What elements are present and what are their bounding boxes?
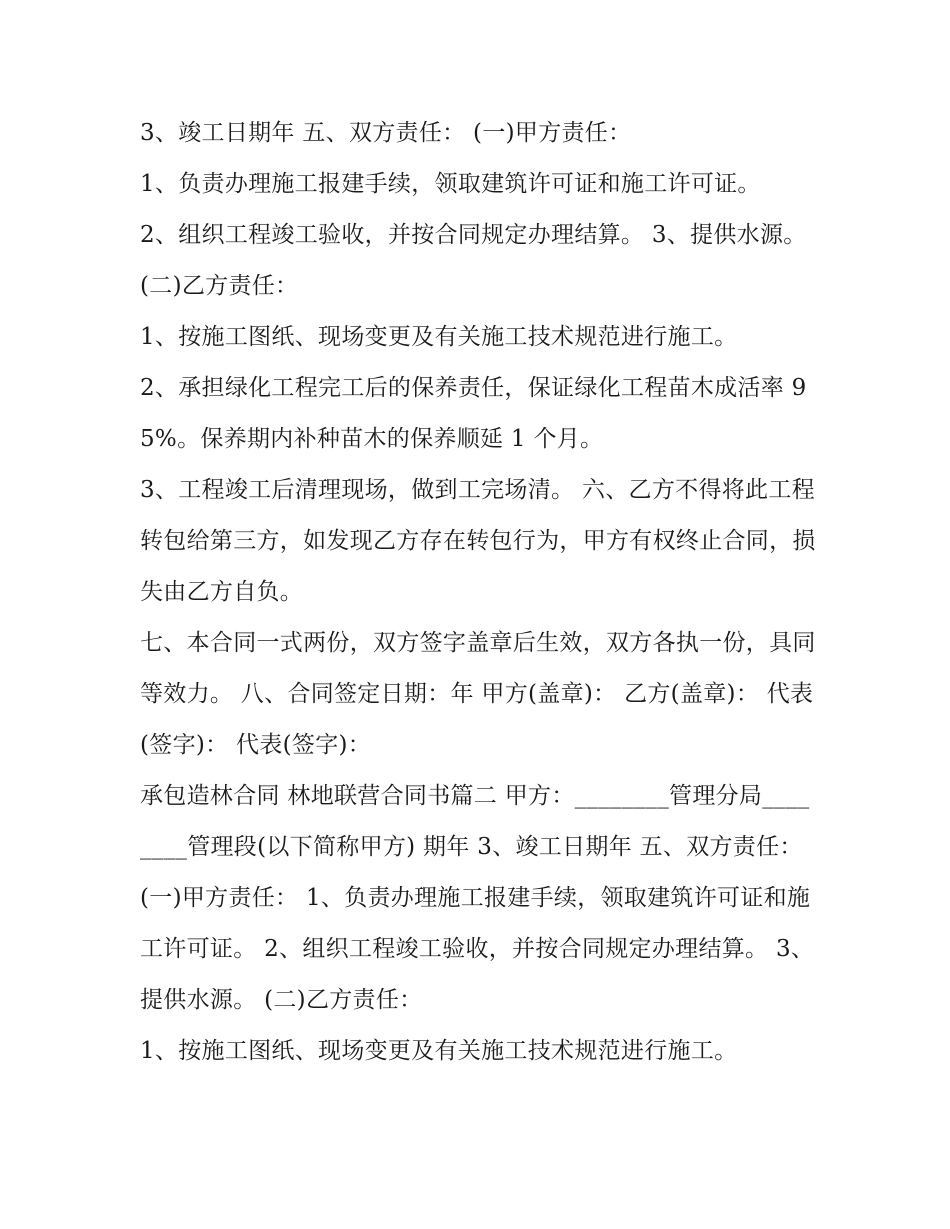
paragraph-3: 2、组织工程竣工验收，并按合同规定办理结算。 3、提供水源。 (二)乙方责任： — [140, 222, 807, 299]
document-body — [140, 108, 820, 1077]
paragraph-9: (一)甲方责任： 1、负责办理施工报建手续，领取建筑许可证和施工许可证。 2、组织工程竣工验收，并按合同规定办理结算。 3、提供水源。 (二)乙方责任： — [140, 885, 815, 1013]
paragraph-5: 2、承担绿化工程完工后的保养责任，保证绿化工程苗木成活率 95%。保养期内补种苗木的保养顺延 1 个月。 — [140, 375, 807, 452]
paragraph-7: 七、本合同一式两份，双方签字盖章后生效，双方各执一份，具同等效力。 八、合同签定日期：年 甲方(盖章)： 乙方(盖章)： 代表(签字)： 代表(签字)： — [140, 630, 816, 758]
paragraph-10: 1、按施工图纸、现场变更及有关施工技术规范进行施工。 — [140, 1038, 738, 1064]
paragraph-6: 3、工程竣工后清理现场，做到工完场清。 六、乙方不得将此工程转包给第三方，如发现乙方存在转包行为，甲方有权终止合同，损失由乙方自负。 — [140, 477, 816, 605]
paragraph-2: 1、负责办理施工报建手续，领取建筑许可证和施工许可证。 — [140, 171, 761, 197]
paragraph-4: 1、按施工图纸、现场变更及有关施工技术规范进行施工。 — [140, 324, 738, 350]
paragraph-1: 3、竣工日期年 五、双方责任： (一)甲方责任： — [140, 120, 632, 146]
paragraph-8: 承包造林合同 林地联营合同书篇二 甲方：________管理分局________管理段(以下简称甲方) 期年 3、竣工日期年 五、双方责任： — [140, 783, 810, 860]
